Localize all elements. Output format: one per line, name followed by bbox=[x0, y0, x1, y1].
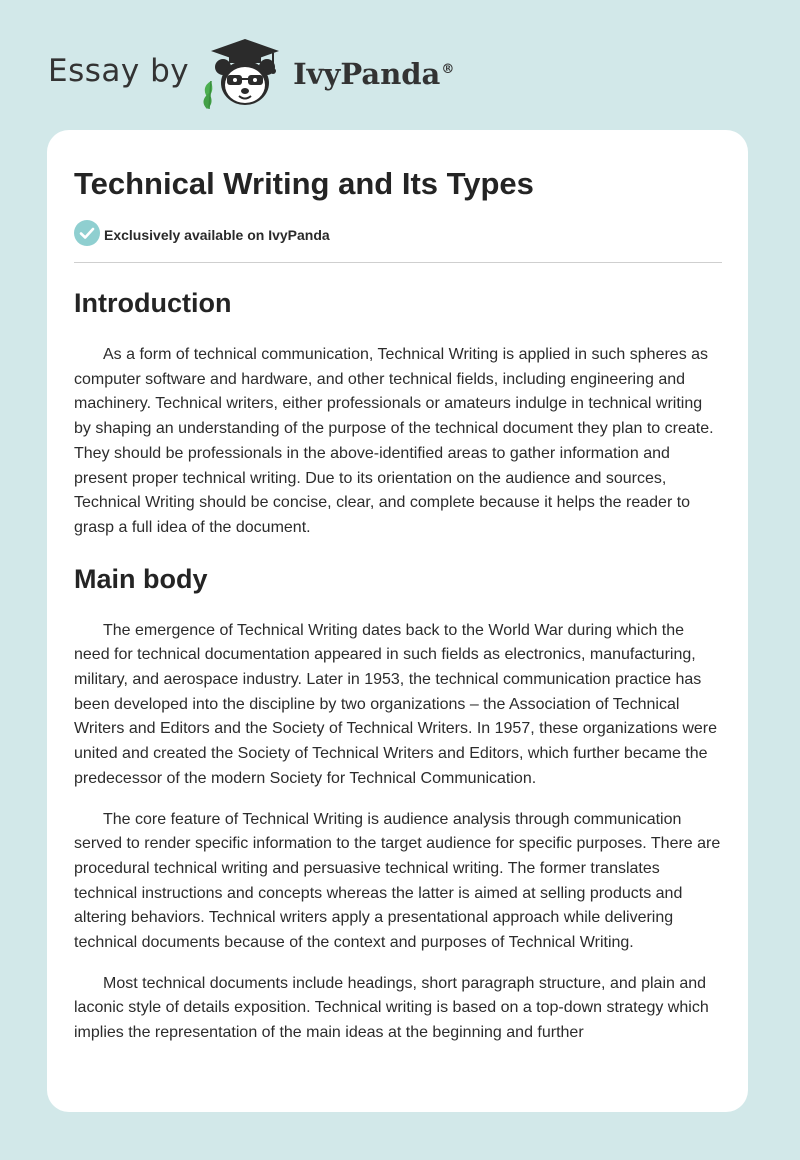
article-title: Technical Writing and Its Types bbox=[74, 166, 534, 201]
panda-graduate-icon bbox=[199, 31, 289, 116]
article-card bbox=[47, 130, 748, 1112]
essay-by-label: Essay by bbox=[48, 53, 190, 89]
brand-name: IvyPanda® bbox=[293, 57, 455, 91]
exclusive-badge bbox=[74, 222, 722, 248]
site-header bbox=[48, 28, 454, 118]
paragraph: Most technical documents include headings, short paragraph structure, and plain and laconic style of details exposition. Technical writing is based on a top-down strategy which implies the representation of the main ideas at the beginning and further bbox=[74, 974, 709, 1042]
paragraph: As a form of technical communication, Technical Writing is applied in such spheres as computer software and hardware, and other technical fields, including engineering and machinery. Technical writers, either professionals or amateurs indulge in technical writing by shaping an understanding of the purpose of the technical document they plan to create. They should be professionals in the above-identified areas to gather information and present proper technical writing. Due to its orientation on the audience and sources, Technical Writing should be concise, clear, and complete because it helps the reader to grasp a full idea of the document. bbox=[74, 346, 714, 536]
title-divider bbox=[74, 262, 722, 263]
paragraph: The emergence of Technical Writing dates back to the World War during which the need for technical documentation appeared in such fields as electronics, manufacturing, military, and aerospace industry. Later in 1953, the technical communication practice has been developed into the discipline by two organizations – the Association of Technical Writers and Editors and the Society of Technical Writers. In 1957, these organizations were united and created the Society of Technical Writers and Editors, which further became the predecessor of the modern Society for Technical Communication. bbox=[74, 621, 717, 787]
ivypanda-logo[interactable] bbox=[199, 31, 454, 116]
check-circle-icon bbox=[74, 220, 100, 251]
section-heading-introduction: Introduction bbox=[74, 288, 232, 318]
exclusive-badge-text: Exclusively available on IvyPanda bbox=[104, 227, 330, 243]
paragraph: The core feature of Technical Writing is audience analysis through communication served to render specific information to the target audience for specific purposes. There are procedural technical writing and persuasive technical writing. The former translates technical instructions and concepts whereas the latter is aimed at selling products and altering behaviors. Technical writers apply a presentational approach while delivering technical documents because of the context and purposes of Technical Writing. bbox=[74, 810, 721, 952]
section-heading-main-body: Main body bbox=[74, 563, 208, 594]
